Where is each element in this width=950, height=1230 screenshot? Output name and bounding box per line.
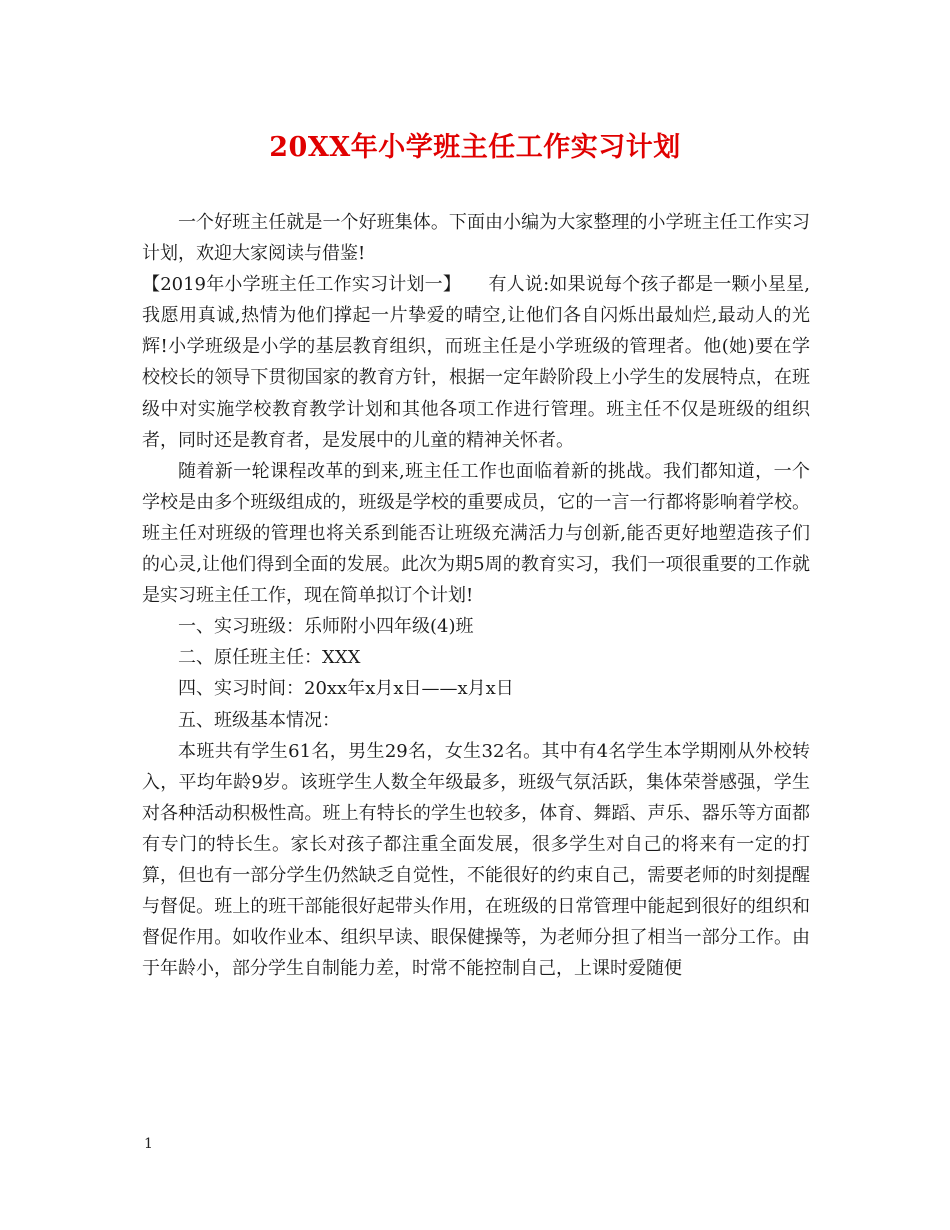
paragraph-plan-one: 【2019年小学班主任工作实习计划一】 有人说:如果说每个孩子都是一颗小星星,我愿用真诚,热情为他们撑起一片挚爱的晴空,让他们各自闪烁出最灿烂,最动人的光辉!小学班级是小学的基层教育组织，而班主任是小学班级的管理者。他(她)要在学校校长的领导下贯彻国家的教育方针，根据一定年龄阶段上小学生的发展特点，在班级中对实施学校教育教学计划和其他各项工作进行管理。班主任不仅是班级的组织者，同时还是教育者，是发展中的儿童的精神关怀者。 [142, 274, 810, 451]
document-title: 20XX年小学班主任工作实习计划 [269, 132, 681, 163]
paragraph-reform: 随着新一轮课程改革的到来,班主任工作也面临着新的挑战。我们都知道，一个学校是由多个班级组成的，班级是学校的重要成员，它的一言一行都将影响着学校。班主任对班级的管理也将关系到能否让班级充满活力与创新,能否更好地塑造孩子们的心灵,让他们得到全面的发展。此次为期5周的教育实习，我们一项很重要的工作就是实习班主任工作，现在简单拟订个计划! [142, 460, 810, 607]
paragraph-intro: 一个好班主任就是一个好班集体。下面由小编为大家整理的小学班主任工作实习计划，欢迎大家阅读与借鉴! [142, 212, 810, 265]
paragraph-original-teacher: 二、原任班主任：XXX [178, 647, 361, 669]
page-number: 1 [144, 1136, 153, 1152]
paragraph-class-info: 一、实习班级：乐师附小四年级(4)班 [178, 616, 474, 638]
paragraph-internship-time: 四、实习时间：20xx年x月x日——x月x日 [178, 678, 514, 700]
paragraph-class-situation: 本班共有学生61名，男生29名，女生32名。其中有4名学生本学期刚从外校转入，平均年龄9岁。该班学生人数全年级最多，班级气氛活跃，集体荣誉感强，学生对各种活动积极性高。班上有特长的学生也较多，体育、舞蹈、声乐、器乐等方面都有专门的特长生。家长对孩子都注重全面发展，很多学生对自己的将来有一定的打算，但也有一部分学生仍然缺乏自觉性，不能很好的约束自己，需要老师的时刻提醒与督促。班上的班干部能很好起带头作用，在班级的日常管理中能起到很好的组织和督促作用。如收作业本、组织早读、眼保健操等，为老师分担了相当一部分工作。由于年龄小，部分学生自制能力差，时常不能控制自己，上课时爱随便 [142, 740, 810, 980]
document-body [142, 207, 810, 984]
paragraph-class-situation-heading: 五、班级基本情况： [178, 709, 340, 731]
